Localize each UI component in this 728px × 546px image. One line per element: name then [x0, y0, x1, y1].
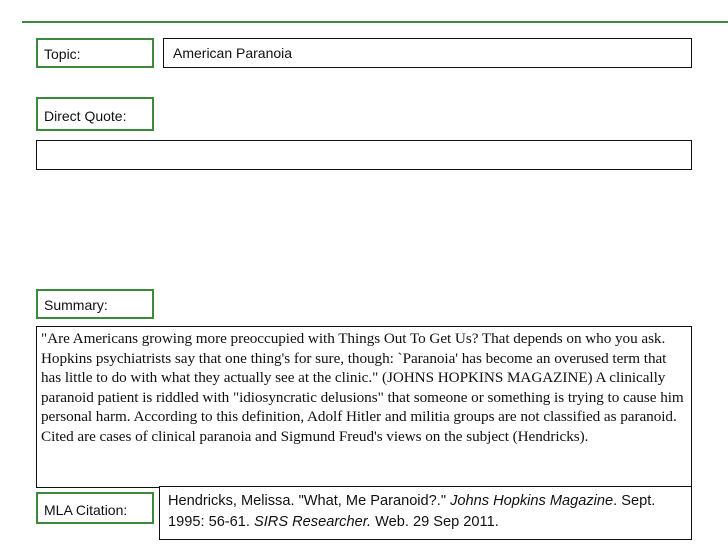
- citation-journal: Johns Hopkins Magazine: [450, 493, 614, 509]
- summary-label: Summary:: [36, 289, 154, 319]
- direct-quote-field[interactable]: [36, 140, 692, 170]
- topic-label: Topic:: [36, 38, 154, 68]
- citation-date-pages: . Sept. 1995: 56-61.: [168, 493, 656, 530]
- mla-citation-field[interactable]: [159, 486, 692, 540]
- citation-access: Web. 29 Sep 2011.: [371, 514, 499, 530]
- top-divider: [22, 21, 728, 23]
- mla-citation-label: MLA Citation:: [36, 492, 154, 524]
- citation-author-title: Hendricks, Melissa. "What, Me Paranoid?.": [168, 493, 451, 509]
- topic-field[interactable]: American Paranoia: [163, 38, 692, 68]
- summary-field[interactable]: "Are Americans growing more preoccupied with Things Out To Get Us? That depends on who you ask. Hopkins psychiatrists say that one thing's for sure, though: `Paranoia' has become an overused term that has little to do with what they actually see at the clinic." (JOHNS HOPKINS MAGAZINE) A clinically paranoid patient is riddled with "idiosyncratic delusions" that someone or something is trying to cause him personal harm. According to this definition, Adolf Hitler and militia groups are not classified as paranoid. Cited are cases of clinical paranoia and Sigmund Freud's views on the subject (Hendricks).: [36, 326, 692, 488]
- citation-database: SIRS Researcher.: [254, 514, 372, 530]
- direct-quote-label: Direct Quote:: [36, 97, 154, 131]
